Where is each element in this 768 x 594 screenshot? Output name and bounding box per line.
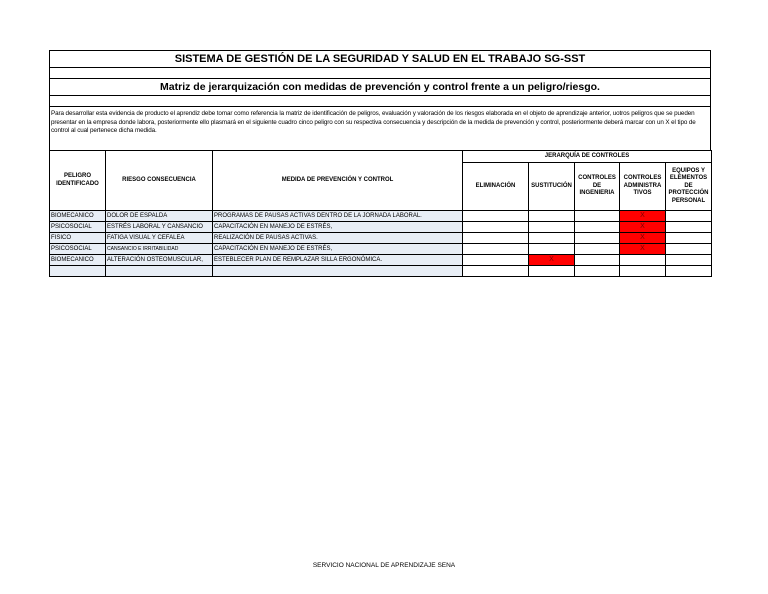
cell-medida: PROGRAMAS DE PAUSAS ACTIVAS DENTRO DE LA JORNADA LABORAL. — [213, 211, 463, 222]
cell-eliminacion — [463, 266, 529, 277]
table-row — [50, 266, 712, 277]
cell-eliminacion — [463, 233, 529, 244]
cell-peligro — [50, 266, 106, 277]
cell-ingenieria — [575, 211, 620, 222]
cell-peligro: PSICOSOCIAL — [50, 222, 106, 233]
cell-medida — [213, 266, 463, 277]
document-title: SISTEMA DE GESTIÓN DE LA SEGURIDAD Y SALUD EN EL TRABAJO SG-SST — [49, 50, 711, 67]
header-medida: MEDIDA DE PREVENCIÓN Y CONTROL — [213, 151, 463, 211]
cell-sustitucion — [529, 222, 575, 233]
cell-administrativos: X — [620, 222, 666, 233]
header-row — [50, 151, 712, 163]
cell-peligro: FISICO — [50, 233, 106, 244]
cell-epp — [666, 233, 712, 244]
cell-riesgo: CANSANCIO E IRRITABILIDAD — [106, 244, 213, 255]
cell-peligro: BIOMECANICO — [50, 255, 106, 266]
cell-ingenieria — [575, 255, 620, 266]
cell-medida: CAPACITACIÓN EN MANEJO DE ESTRÉS, — [213, 244, 463, 255]
cell-epp — [666, 211, 712, 222]
control-matrix-table — [49, 150, 712, 277]
cell-riesgo: ESTRÉS LABORAL Y CANSANCIO — [106, 222, 213, 233]
blank-row — [49, 67, 711, 78]
header-peligro: PELIGRO IDENTIFICADO — [50, 151, 106, 211]
cell-ingenieria — [575, 266, 620, 277]
header-administrativos: CONTROLES ADMINISTRA TIVOS — [620, 163, 666, 211]
table-row — [50, 211, 712, 222]
cell-eliminacion — [463, 211, 529, 222]
header-eliminacion: ELIMINACIÓN — [463, 163, 529, 211]
cell-sustitucion — [529, 211, 575, 222]
header-epp: EQUIPOS Y ELEMENTOS DE PROTECCIÓN PERSONAL — [666, 163, 712, 211]
table-row — [50, 222, 712, 233]
cell-riesgo: DOLOR DE ESPALDA — [106, 211, 213, 222]
header-sustitucion: SUSTITUCIÓN — [529, 163, 575, 211]
spreadsheet — [49, 50, 711, 277]
cell-eliminacion — [463, 255, 529, 266]
cell-peligro: PSICOSOCIAL — [50, 244, 106, 255]
cell-epp — [666, 244, 712, 255]
cell-epp — [666, 255, 712, 266]
header-jerarquia: JERARQUÍA DE CONTROLES — [463, 151, 712, 163]
cell-epp — [666, 266, 712, 277]
header-riesgo: RIESGO CONSECUENCIA — [106, 151, 213, 211]
table-row — [50, 233, 712, 244]
table-body — [50, 211, 712, 277]
document-subtitle: Matriz de jerarquización con medidas de prevención y control frente a un peligro/riesgo. — [49, 78, 711, 95]
table-row — [50, 255, 712, 266]
cell-riesgo: ALTERACIÓN OSTEOMUSCULAR, — [106, 255, 213, 266]
cell-sustitucion — [529, 266, 575, 277]
cell-administrativos — [620, 255, 666, 266]
cell-riesgo — [106, 266, 213, 277]
cell-riesgo: FATIGA VISUAL Y CEFALEA — [106, 233, 213, 244]
instructions-text: Para desarrollar esta evidencia de producto el aprendiz debe tomar como referencia la matriz de identificación de peligros, evaluación y valoración de los riesgos elaborada en el objeto de aprendizaje anterior, uotros peligros que se pueden presentar en la empresa donde labora, posteriormente ello plasmará en el siguiente cuadro cinco peligro con su respectiva consecuencia y descripción de la medida de prevención y control, posteriormente deberá marcar con un X el tipo de control al cual pertenece dicha medida. — [49, 106, 711, 150]
cell-sustitucion: X — [529, 255, 575, 266]
cell-ingenieria — [575, 222, 620, 233]
cell-peligro: BIOMECANICO — [50, 211, 106, 222]
blank-row — [49, 95, 711, 106]
header-ingenieria: CONTROLES DE INGENIERIA — [575, 163, 620, 211]
cell-administrativos: X — [620, 233, 666, 244]
cell-ingenieria — [575, 244, 620, 255]
cell-administrativos: X — [620, 211, 666, 222]
cell-ingenieria — [575, 233, 620, 244]
cell-medida: CAPACITACIÓN EN MANEJO DE ESTRÉS, — [213, 222, 463, 233]
cell-sustitucion — [529, 233, 575, 244]
cell-medida: REALIZACIÓN DE PAUSAS ACTIVAS. — [213, 233, 463, 244]
cell-eliminacion — [463, 222, 529, 233]
cell-medida: ESTEBLECER PLAN DE REMPLAZAR SILLA ERGONÓMICA. — [213, 255, 463, 266]
cell-eliminacion — [463, 244, 529, 255]
cell-administrativos: X — [620, 244, 666, 255]
page-footer: SERVICIO NACIONAL DE APRENDIZAJE SENA — [312, 562, 456, 569]
table-row — [50, 244, 712, 255]
cell-sustitucion — [529, 244, 575, 255]
cell-administrativos — [620, 266, 666, 277]
cell-epp — [666, 222, 712, 233]
